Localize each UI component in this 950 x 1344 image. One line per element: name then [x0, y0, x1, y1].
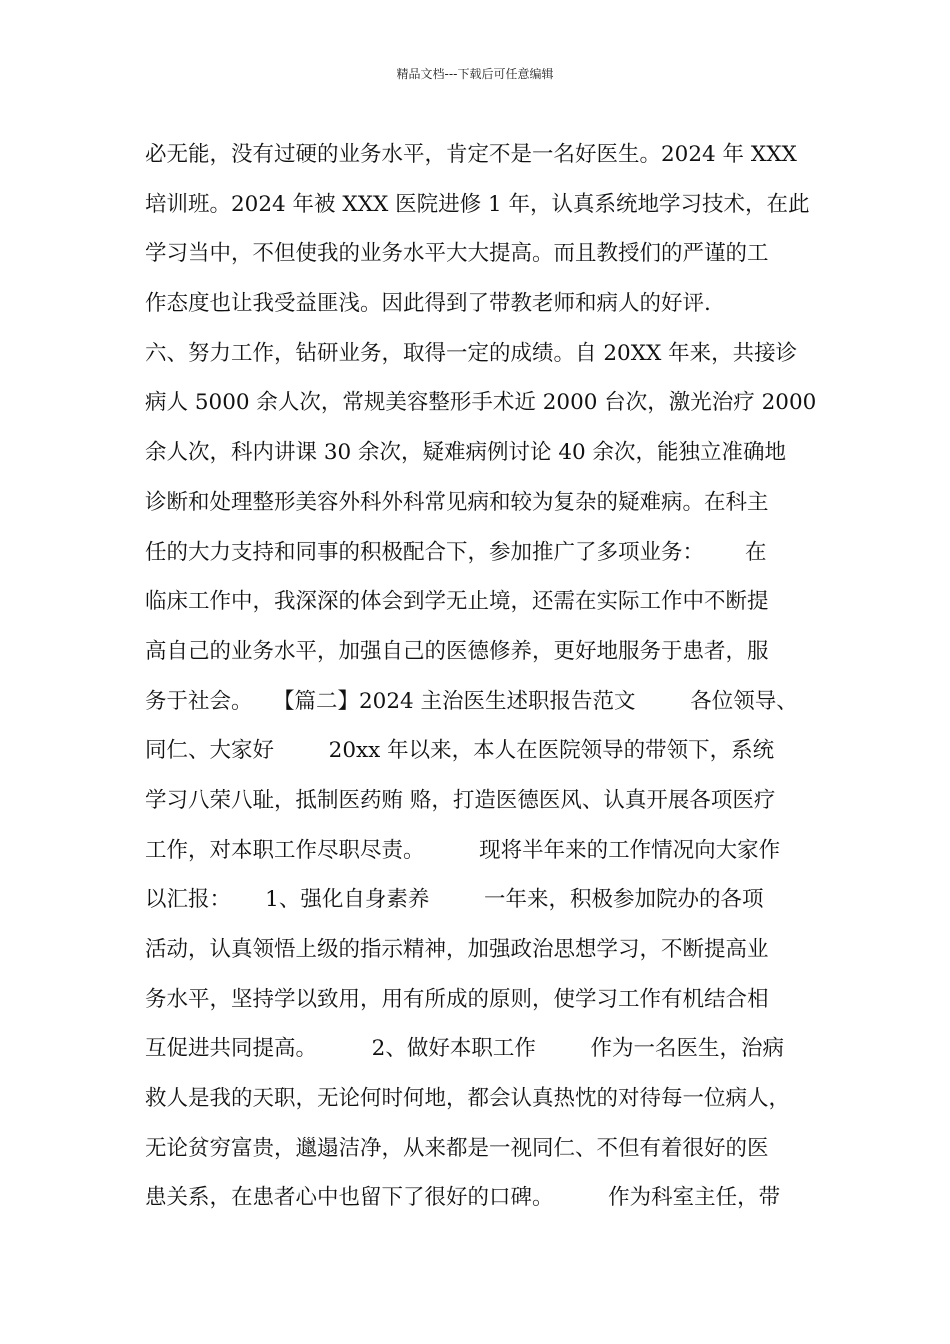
- text-line: 同仁、大家好 20xx 年以来，本人在医院领导的带领下，系统: [145, 738, 775, 764]
- text-line: 务水平，坚持学以致用，用有所成的原则，使学习工作有机结合相: [145, 986, 769, 1012]
- text-line: 无论贫穷富贵，邋遢洁净，从来都是一视同仁、不但有着很好的医: [145, 1135, 769, 1161]
- text-line: 学习八荣八耻，抵制医药贿 赂，打造医德医风、认真开展各项医疗: [145, 787, 776, 813]
- text-line: 学习当中，不但使我的业务水平大大提高。而且教授们的严谨的工: [145, 241, 769, 267]
- text-line: 任的大力支持和同事的积极配合下，参加推广了多项业务： 在: [145, 539, 767, 565]
- text-line: 诊断和处理整形美容外科外科常见病和较为复杂的疑难病。在科主: [145, 489, 769, 515]
- text-line: 患关系，在患者心中也留下了很好的口碑。 作为科室主任，带: [145, 1185, 781, 1211]
- text-line: 培训班。2024 年被 XXX 医院进修 1 年，认真系统地学习技术，在此: [145, 191, 810, 217]
- text-line: 作态度也让我受益匪浅。因此得到了带教老师和病人的好评.: [145, 291, 711, 317]
- text-line: 以汇报： 1、强化自身素养 一年来，积极参加院办的各项: [145, 887, 764, 913]
- page-header: 精品文档---下载后可任意编辑: [396, 67, 554, 81]
- text-line: 高自己的业务水平，加强自己的医德修养，更好地服务于患者，服: [145, 638, 769, 664]
- text-line: 务于社会。 【篇二】2024 主治医生述职报告范文 各位领导、: [145, 688, 798, 714]
- text-line: 六、努力工作，钻研业务，取得一定的成绩。自 20XX 年来，共接诊: [145, 340, 798, 366]
- text-line: 必无能，没有过硬的业务水平，肯定不是一名好医生。2024 年 XXX: [145, 142, 797, 167]
- text-line: 余人次，科内讲课 30 余次，疑难病例讨论 40 余次，能独立准确地: [145, 440, 787, 466]
- text-line: 病人 5000 余人次，常规美容整形手术近 2000 台次，激光治疗 2000: [145, 390, 817, 416]
- text-line: 临床工作中，我深深的体会到学无止境，还需在实际工作中不断提: [145, 589, 769, 615]
- text-line: 工作，对本职工作尽职尽责。 现将半年来的工作情况向大家作: [145, 837, 781, 863]
- text-line: 活动，认真领悟上级的指示精神，加强政治思想学习，不断提高业: [145, 937, 769, 962]
- text-line: 救人是我的天职，无论何时何地，都会认真热忱的对待每一位病人，: [145, 1086, 791, 1112]
- body-text: [145, 130, 845, 1223]
- text-line: 互促进共同提高。 2、做好本职工作 作为一名医生，治病: [145, 1036, 785, 1062]
